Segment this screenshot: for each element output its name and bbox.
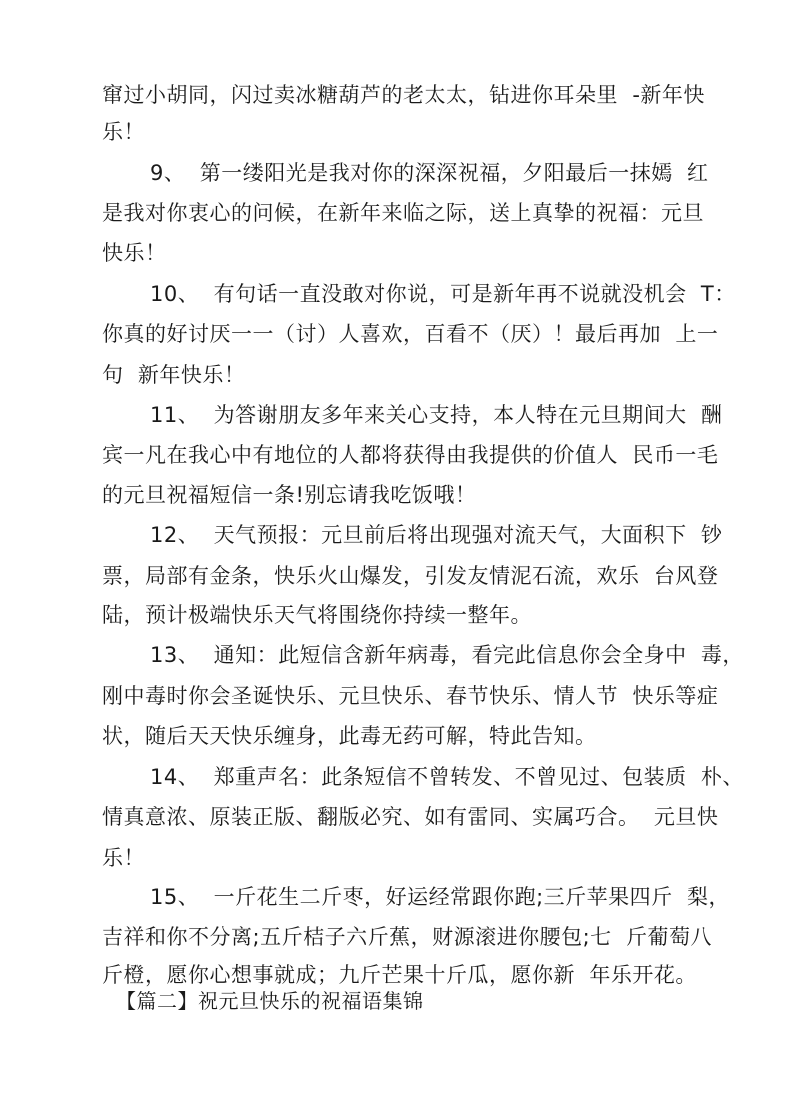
text-line: 情真意浓、原装正版、翻版必究、如有雷同、实属巧合。 元旦快 bbox=[102, 805, 719, 829]
item-15-line: 15、 一斤花生二斤枣，好运经常跟你跑;三斤苹果四斤 梨， bbox=[150, 885, 730, 909]
text-line: 刚中毒时你会圣诞快乐、元旦快乐、春节快乐、情人节 快乐等症 bbox=[102, 684, 719, 708]
section-heading: 【篇二】祝元旦快乐的祝福语集锦 bbox=[116, 989, 424, 1013]
item-13-line: 13、 通知：此短信含新年病毒，看完此信息你会全身中 毒， bbox=[150, 643, 744, 667]
item-9-line: 9、 第一缕阳光是我对你的深深祝福，夕阳最后一抹嫣 红 bbox=[150, 161, 709, 185]
text-line: 窜过小胡同，闪过卖冰糖葫芦的老太太，钻进你耳朵里 -新年快 bbox=[102, 83, 705, 107]
text-line: 乐！ bbox=[102, 846, 145, 870]
text-line: 陆，预计极端快乐天气将围绕你持续一整年。 bbox=[102, 603, 532, 627]
text-line: 的元旦祝福短信一条!别忘请我吃饭哦！ bbox=[102, 483, 477, 507]
text-line: 宾一凡在我心中有地位的人都将获得由我提供的价值人 民币一毛 bbox=[102, 443, 719, 467]
text-line: 乐！ bbox=[102, 120, 145, 144]
text-line: 是我对你衷心的问候，在新年来临之际，送上真挚的祝福：元旦 bbox=[102, 201, 704, 225]
text-line: 你真的好讨厌一一（讨）人喜欢，百看不（厌）！最后再加 上一 bbox=[102, 322, 719, 346]
text-line: 斤橙，愿你心想事就成；九斤芒果十斤瓜，愿你新 年乐开花。 bbox=[102, 963, 697, 987]
text-line: 吉祥和你不分离;五斤桔子六斤蕉，财源滚进你腰包;七 斤葡萄八 bbox=[102, 925, 712, 949]
text-line: 句 新年快乐！ bbox=[102, 363, 246, 387]
text-line: 票，局部有金条，快乐火山爆发，引发友情泥石流，欢乐 台风登 bbox=[102, 564, 719, 588]
text-line: 快乐！ bbox=[102, 241, 167, 265]
item-10-line: 10、 有句话一直没敢对你说，可是新年再不说就没机会 T： bbox=[150, 282, 736, 306]
item-12-line: 12、 天气预报：元旦前后将出现强对流天气，大面积下 钞 bbox=[150, 523, 723, 547]
text-line: 状，随后天天快乐缠身，此毒无药可解，特此告知。 bbox=[102, 724, 597, 748]
item-14-line: 14、 郑重声名：此条短信不曾转发、不曾见过、包装质 朴、 bbox=[150, 765, 744, 789]
item-11-line: 11、 为答谢朋友多年来关心支持，本人特在元旦期间大 酬 bbox=[150, 403, 723, 427]
